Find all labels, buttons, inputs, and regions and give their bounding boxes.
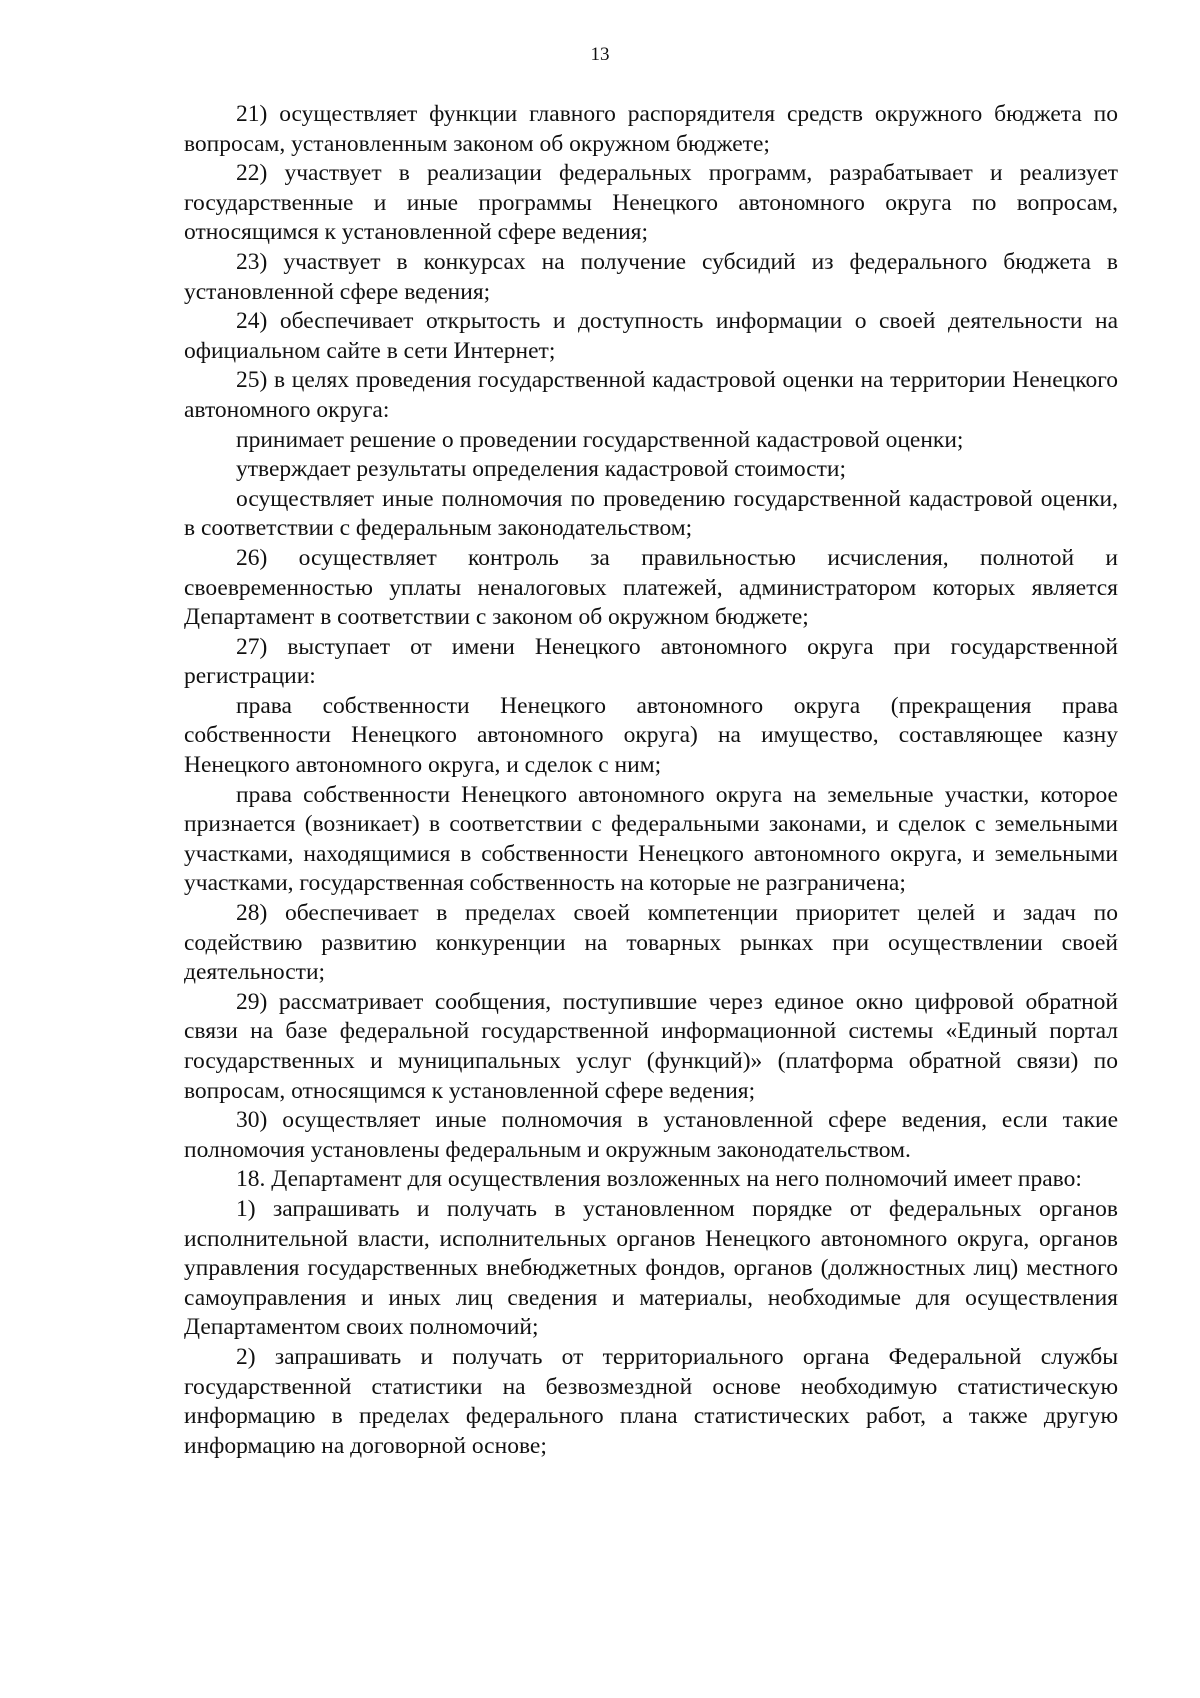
- paragraph-item-27: 27) выступает от имени Ненецкого автономного округа при государственной регистрации:: [184, 633, 1118, 690]
- paragraph-subitem: утверждает результаты определения кадастровой стоимости;: [236, 456, 847, 483]
- paragraph-item-25: 25) в целях проведения государственной кадастровой оценки на территории Ненецкого автономного округа:: [184, 367, 1118, 423]
- paragraph-item-22: 22) участвует в реализации федеральных программ, разрабатывает и реализует государственные и иные программы Ненецкого автономного округа по вопросам, относящимся к установленной сфере ведения;: [184, 160, 1118, 246]
- paragraph-subitem: права собственности Ненецкого автономного округа (прекращения права собственности Ненецкого автономного округа) на имущество, составляющее казну Ненецкого автономного округа, и сделок с ним;: [184, 692, 1118, 779]
- document-body: [184, 100, 1118, 1461]
- paragraph-subitem: права собственности Ненецкого автономного округа на земельные участки, которое признается (возникает) в соответствии с федеральными законами, и сделок с земельными участками, находящимися в собственности Ненецкого автономного округа, и земельными участками, государственная собственность на которые не разграничена;: [184, 781, 1118, 897]
- paragraph-item-26: 26) осуществляет контроль за правильностью исчисления, полнотой и своевременностью уплаты неналоговых платежей, администратором которых является Департамент в соответствии с законом об окружном бюджете;: [184, 544, 1118, 631]
- paragraph-item-24: 24) обеспечивает открытость и доступность информации о своей деятельности на официальном сайте в сети Интернет;: [184, 308, 1118, 364]
- paragraph-item-21: 21) осуществляет функции главного распорядителя средств окружного бюджета по вопросам, установленным законом об окружном бюджете;: [184, 101, 1118, 157]
- paragraph-subitem: принимает решение о проведении государственной кадастровой оценки;: [236, 426, 964, 453]
- page-number: 13: [590, 44, 610, 65]
- paragraph-right-1: 1) запрашивать и получать в установленном порядке от федеральных органов исполнительной власти, исполнительных органов Ненецкого автономного округа, органов управления государственных внебюджетных фондов, органов (должностных лиц) местного самоуправления и иных лиц сведения и материалы, необходимые для осуществления Департаментом своих полномочий;: [184, 1195, 1118, 1341]
- paragraph-right-2: 2) запрашивать и получать от территориального органа Федеральной службы государственной статистики на безвозмездной основе необходимую статистическую информацию в пределах федерального плана статистических работ, а также другую информацию на договорной основе;: [184, 1343, 1118, 1459]
- paragraph-subitem: осуществляет иные полномочия по проведению государственной кадастровой оценки, в соответствии с федеральным законодательством;: [184, 485, 1118, 542]
- paragraph-item-30: 30) осуществляет иные полномочия в установленной сфере ведения, если такие полномочия установлены федеральным и окружным законодательством.: [184, 1107, 1118, 1163]
- paragraph-item-28: 28) обеспечивает в пределах своей компетенции приоритет целей и задач по содействию развитию конкуренции на товарных рынках при осуществлении своей деятельности;: [184, 900, 1118, 986]
- paragraph-item-29: 29) рассматривает сообщения, поступившие через единое окно цифровой обратной связи на базе федеральной государственной информационной системы «Единый портал государственных и муниципальных услуг (функций)» (платформа обратной связи) по вопросам, относящимся к установленной сфере ведения;: [184, 988, 1118, 1104]
- paragraph-section-18: 18. Департамент для осуществления возложенных на него полномочий имеет право:: [236, 1166, 1082, 1193]
- paragraph-item-23: 23) участвует в конкурсах на получение субсидий из федерального бюджета в установленной сфере ведения;: [184, 248, 1118, 305]
